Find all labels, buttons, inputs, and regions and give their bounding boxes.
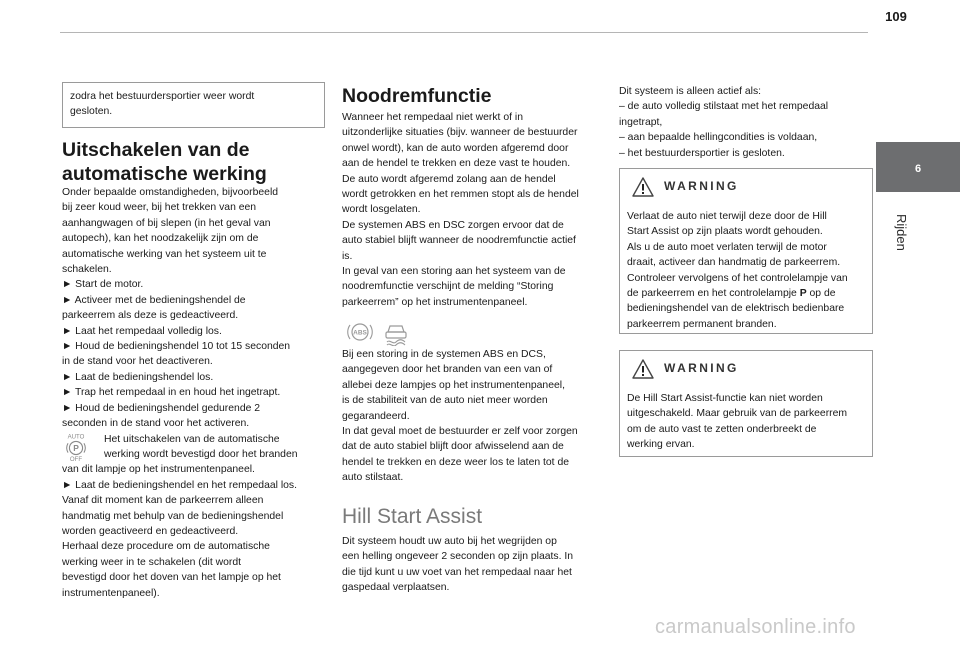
text-line: De Hill Start Assist-functie kan niet worden bbox=[627, 393, 823, 404]
text-line: Bij een storing in de systemen ABS en DCS, bbox=[342, 349, 546, 360]
text-line: parkeerrem permanent branden. bbox=[627, 318, 777, 330]
text-line: noodremfunctie verschijnt de melding “Storing bbox=[342, 281, 554, 293]
warning-text bbox=[627, 209, 871, 332]
text-line: ► Houd de bedieningshendel gedurende 2 bbox=[62, 402, 261, 414]
text-line bbox=[627, 286, 871, 301]
auto-icon-top: AUTO bbox=[67, 433, 85, 441]
noodremfunctie-paragraph bbox=[342, 110, 604, 310]
text-line: aan de hendel te trekken en deze vast te houden. bbox=[342, 158, 571, 170]
text-line: wordt losgelaten. bbox=[342, 204, 421, 216]
warning-text bbox=[627, 391, 871, 453]
auto-parking-brake-off-icon bbox=[62, 432, 90, 462]
text-line: uitgeschakeld. Maar gebruik van de parkeerrem bbox=[627, 408, 848, 420]
warning-paragraph bbox=[627, 209, 871, 332]
uitschakelen-paragraph bbox=[62, 185, 324, 432]
watermark: carmanualsonline.info bbox=[655, 616, 856, 638]
text-line: ► Start de motor. bbox=[62, 279, 144, 291]
text-line: uitzonderlijke situaties (bijv. wanneer de bestuurder bbox=[342, 127, 578, 139]
text-line: autopech), kan het noodzakelijk zijn om de bbox=[62, 233, 259, 245]
text-line: De auto wordt afgeremd zolang aan de hendel bbox=[342, 173, 556, 185]
text-line: In dat geval moet de bestuurder er zelf voor zorgen bbox=[342, 426, 578, 438]
continued-note bbox=[70, 89, 318, 120]
text-line: allebei deze lampjes op het instrumentenpaneel, bbox=[342, 379, 565, 391]
page-number: 109 bbox=[885, 9, 907, 24]
text-line: Herhaal deze procedure om de automatische bbox=[62, 541, 270, 553]
abs-icon-label: ABS bbox=[353, 329, 367, 337]
text-line: om de auto vast te zetten onderbreekt de bbox=[627, 423, 817, 435]
text-line: ► Activeer met de bedieningshendel de bbox=[62, 294, 246, 306]
warning-triangle-icon bbox=[632, 359, 654, 379]
text-line: instrumentenpaneel). bbox=[62, 587, 160, 599]
icon-paragraph-text bbox=[104, 432, 324, 463]
dsc-warning-icon bbox=[386, 326, 406, 346]
text-line: seconden in de stand voor het activeren. bbox=[62, 418, 250, 430]
text-line: worden geactiveerd en gedeactiveerd. bbox=[62, 525, 239, 537]
uitschakelen-paragraph-2 bbox=[62, 462, 324, 601]
text-line: wordt getrokken en het remmen stopt als de hendel bbox=[342, 189, 579, 201]
text-line: ► Laat de bedieningshendel en het rempedaal los. bbox=[62, 479, 298, 491]
activation-paragraph bbox=[619, 84, 877, 161]
heading-line: Uitschakelen van de bbox=[62, 139, 250, 161]
text-line: onwel wordt), kan de auto worden afgeremd door bbox=[342, 142, 569, 154]
warning-box-1 bbox=[619, 168, 873, 334]
text-line: is de stabiliteit van de auto niet meer worden bbox=[342, 395, 548, 407]
text-line: – aan bepaalde hellingcondities is voldaan, bbox=[619, 132, 818, 144]
text-line: De systemen ABS en DSC zorgen ervoor dat de bbox=[342, 219, 564, 231]
text-line: handmatig met behulp van de bedieningshendel bbox=[62, 510, 284, 522]
text-line: die tijd kunt u uw voet van het rempedaal naar het bbox=[342, 566, 572, 578]
text-line: draait, activeer dan handmatig de parkeerrem. bbox=[627, 257, 841, 269]
text-line: aangegeven door het branden van een van of bbox=[342, 364, 553, 376]
text-line: Onder bepaalde omstandigheden, bijvoorbeeld bbox=[62, 187, 279, 198]
text-line: aanhangwagen of bij slepen (in het geval van bbox=[62, 217, 271, 229]
text-line: bedieningshendel van de elektrisch bedienbare bbox=[627, 303, 845, 315]
warning-paragraph bbox=[627, 391, 871, 453]
continued-note-box bbox=[62, 82, 325, 128]
text-fragment: op de bbox=[809, 288, 836, 300]
text-line: Dit systeem is alleen actief als: bbox=[619, 86, 762, 97]
text-line: ► Laat de bedieningshendel los. bbox=[62, 371, 214, 383]
text-line: bij zeer koud weer, bij het trekken van een bbox=[62, 202, 257, 214]
text-line: werking weer in te schakelen (dit wordt bbox=[62, 556, 242, 568]
text-line: gesloten. bbox=[70, 106, 113, 118]
text-line: gegarandeerd. bbox=[342, 410, 410, 422]
text-line: gaspedaal verplaatsen. bbox=[342, 582, 450, 594]
text-line: werking ervan. bbox=[627, 439, 695, 451]
text-line: hendel te trekken en deze weer los te laten tot de bbox=[342, 456, 570, 468]
activation-conditions bbox=[619, 84, 877, 161]
hill-start-body bbox=[342, 534, 604, 596]
uitschakelen-body bbox=[62, 185, 324, 601]
warning-title: WARNING bbox=[664, 179, 739, 193]
storing-paragraph bbox=[342, 347, 604, 486]
warning-triangle-icon bbox=[632, 177, 654, 197]
text-line: In geval van een storing aan het systeem van de bbox=[342, 266, 566, 278]
text-line: in de stand voor het deactiveren. bbox=[62, 356, 213, 368]
text-line: auto stabiel blijft wanneer de noodremfunctie actief bbox=[342, 235, 576, 247]
text-line: Verlaat de auto niet terwijl deze door de Hill bbox=[627, 211, 827, 222]
abs-warning-icon bbox=[348, 324, 373, 340]
text-line: bevestigd door het doven van het lampje op het bbox=[62, 572, 281, 584]
storing-body bbox=[342, 347, 604, 486]
section-heading-uitschakelen bbox=[62, 138, 324, 186]
text-line: ► Trap het rempedaal in en houd het ingetrapt. bbox=[62, 387, 281, 399]
chapter-number: 6 bbox=[914, 163, 922, 175]
text-line: ► Laat het rempedaal volledig los. bbox=[62, 325, 222, 337]
p-symbol: P bbox=[799, 288, 807, 300]
text-fragment: de parkeerrem en het controlelampje bbox=[627, 288, 797, 300]
auto-icon-bottom: OFF bbox=[69, 455, 83, 462]
warning-title: WARNING bbox=[664, 361, 739, 375]
text-line: een helling ongeveer 2 seconden op zijn plaats. In bbox=[342, 551, 574, 563]
auto-icon-center: P bbox=[73, 442, 79, 453]
section-heading-hill-start-assist: Hill Start Assist bbox=[342, 505, 483, 528]
text-line: Als u de auto moet verlaten terwijl de motor bbox=[627, 241, 827, 253]
text-line: parkeerrem als deze is gedeactiveerd. bbox=[62, 310, 239, 322]
text-line: ingetrapt, bbox=[619, 116, 663, 128]
text-line: schakelen. bbox=[62, 264, 112, 276]
warning-lamps-row bbox=[346, 318, 416, 346]
header-divider bbox=[60, 32, 868, 33]
chapter-label-wrap bbox=[892, 212, 910, 262]
chapter-tab[interactable] bbox=[876, 142, 960, 192]
text-line: is. bbox=[342, 250, 353, 262]
warning-box-2 bbox=[619, 350, 873, 457]
text-line: dat de auto stabiel blijft door afwisselend aan de bbox=[342, 441, 564, 453]
chapter-label: Rijden bbox=[894, 214, 909, 251]
text-line: Het uitschakelen van de automatische bbox=[104, 433, 280, 445]
text-line: auto stilstaat. bbox=[342, 472, 404, 484]
noodremfunctie-body bbox=[342, 110, 604, 310]
text-line: zodra het bestuurdersportier weer wordt bbox=[70, 91, 255, 102]
heading-line: automatische werking bbox=[62, 163, 267, 185]
text-line: ► Houd de bedieningshendel 10 tot 15 seconden bbox=[62, 341, 291, 353]
section-heading-noodremfunctie: Noodremfunctie bbox=[342, 85, 492, 107]
text-line: – het bestuurdersportier is gesloten. bbox=[619, 147, 785, 159]
text-line: parkeerrem” op het instrumentenpaneel. bbox=[342, 296, 528, 308]
hill-start-paragraph bbox=[342, 534, 604, 596]
text-line: Controleer vervolgens of het controlelampje van bbox=[627, 272, 848, 284]
text-line: Dit systeem houdt uw auto bij het wegrijden op bbox=[342, 536, 557, 547]
text-line: werking wordt bevestigd door het branden bbox=[104, 448, 298, 460]
text-line: automatische werking van het systeem uit te bbox=[62, 248, 267, 260]
text-line: Vanaf dit moment kan de parkeerrem alleen bbox=[62, 495, 264, 507]
text-line: – de auto volledig stilstaat met het rempedaal bbox=[619, 101, 829, 113]
icon-paragraph bbox=[62, 432, 324, 463]
text-line: Wanneer het rempedaal niet werkt of in bbox=[342, 112, 523, 123]
text-line: Start Assist op zijn plaats wordt gehouden. bbox=[627, 226, 823, 238]
text-line: van dit lampje op het instrumentenpaneel. bbox=[62, 464, 255, 476]
